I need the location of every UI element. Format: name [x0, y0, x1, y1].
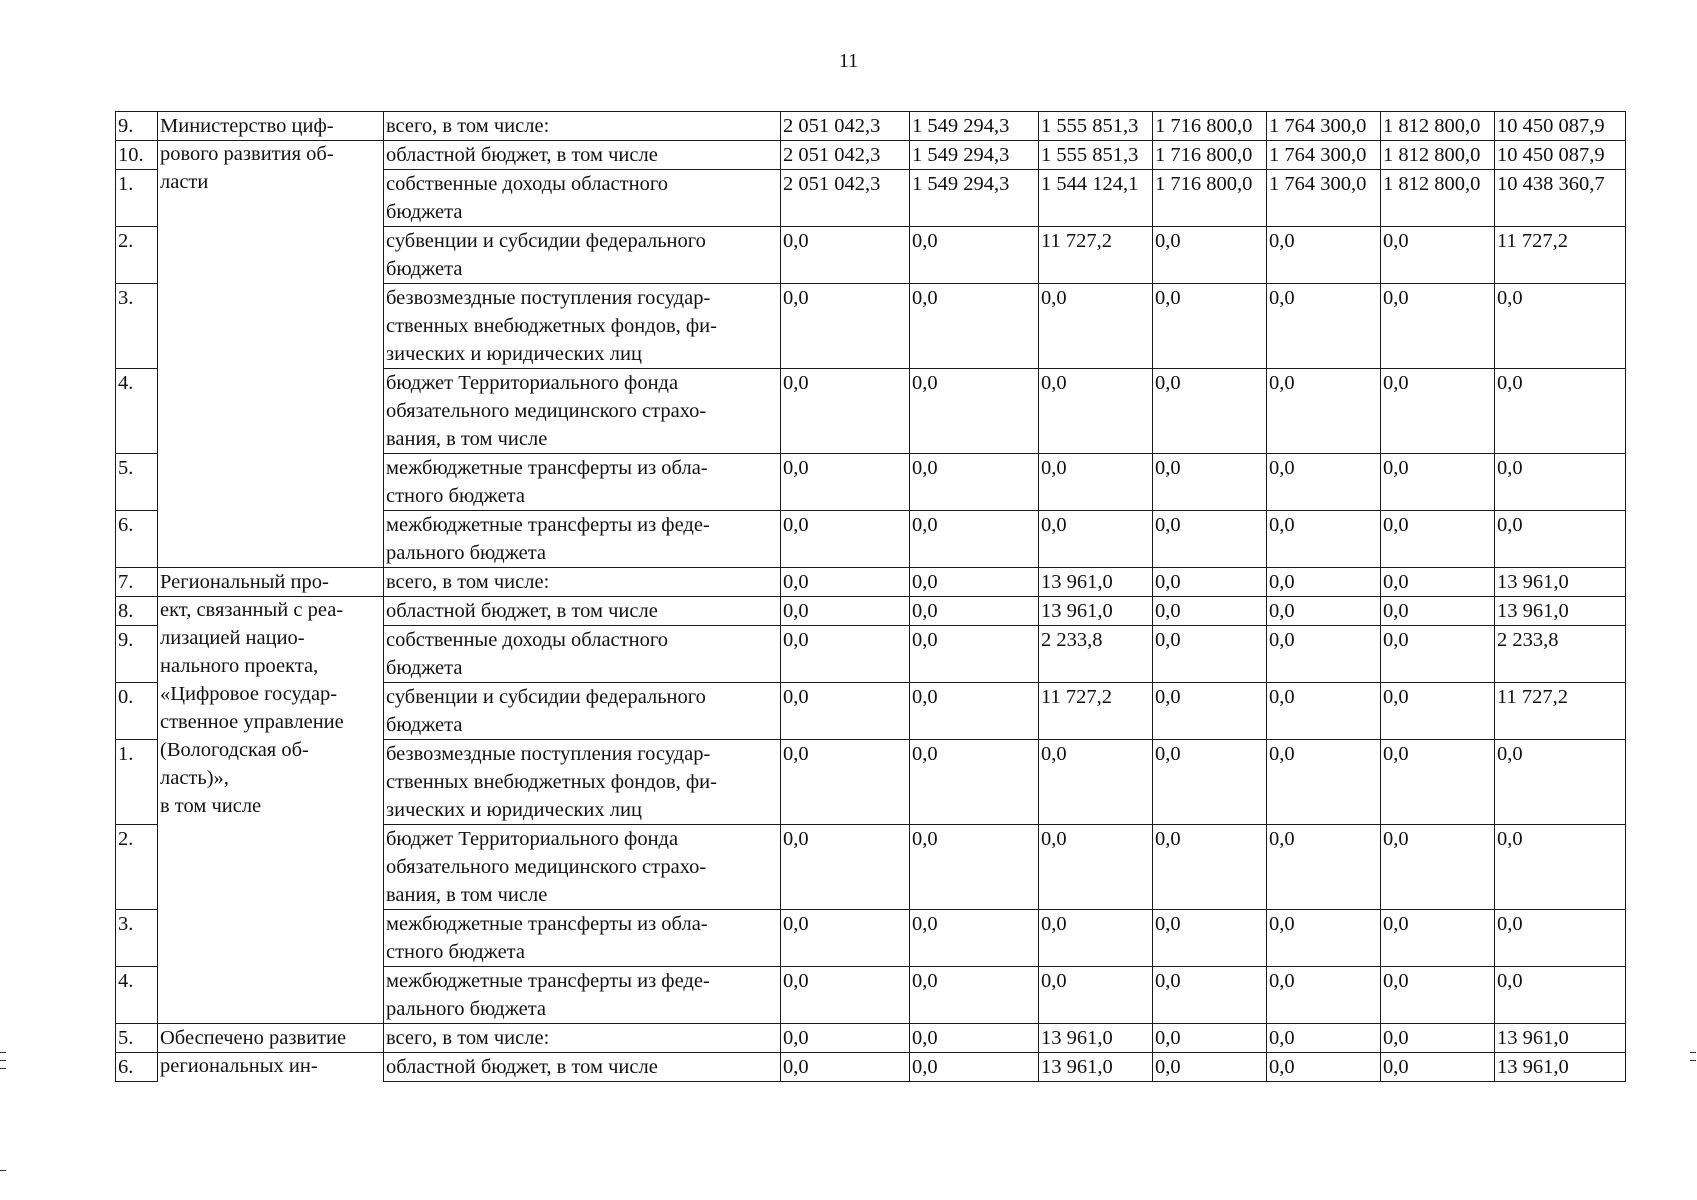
item-name-line: рального бюджета — [386, 998, 547, 1020]
owner-name-line: нального проекта, — [160, 655, 319, 677]
owner-cell — [158, 369, 384, 454]
year-value: 0,0 — [1153, 227, 1267, 284]
owner-cell — [158, 910, 384, 967]
owner-name-line: рового развития об- — [160, 143, 334, 165]
item-name-line: межбюджетные трансферты из обла- — [386, 913, 708, 935]
total-value: 13 961,0 — [1495, 1024, 1626, 1053]
year-value: 0,0 — [1267, 369, 1381, 454]
year-value: 0,0 — [1153, 967, 1267, 1024]
year-value: 0,0 — [781, 511, 910, 568]
row-number: 1. — [116, 170, 158, 227]
table-row — [116, 112, 1626, 141]
total-value: 10 450 087,9 — [1495, 112, 1626, 141]
year-value: 0,0 — [781, 284, 910, 369]
year-value: 0,0 — [1039, 369, 1153, 454]
year-value: 0,0 — [781, 597, 910, 626]
item-name-line: всего, в том числе: — [386, 1027, 550, 1049]
item-name-line: безвозмездные поступления государ- — [386, 743, 711, 765]
owner-cell — [158, 511, 384, 568]
year-value: 0,0 — [781, 1053, 910, 1082]
year-value: 0,0 — [781, 568, 910, 597]
year-value: 0,0 — [1039, 511, 1153, 568]
margin-mark — [0, 1052, 6, 1053]
row-number: 2. — [116, 227, 158, 284]
year-value: 1 555 851,3 — [1039, 141, 1153, 170]
row-number: 2. — [116, 825, 158, 910]
total-value: 13 961,0 — [1495, 1053, 1626, 1082]
item-name-line: бюджета — [386, 714, 463, 736]
margin-mark — [0, 1170, 6, 1171]
owner-name-line: Министерство циф- — [160, 115, 334, 137]
row-number: 9. — [116, 112, 158, 141]
year-value: 0,0 — [1153, 683, 1267, 740]
year-value: 0,0 — [1153, 740, 1267, 825]
year-value: 0,0 — [1153, 910, 1267, 967]
total-value: 10 450 087,9 — [1495, 141, 1626, 170]
year-value: 0,0 — [1039, 910, 1153, 967]
year-value: 0,0 — [1039, 284, 1153, 369]
item-name-line: собственные доходы областного — [386, 629, 668, 651]
year-value: 0,0 — [1381, 511, 1495, 568]
year-value: 0,0 — [1153, 284, 1267, 369]
year-value: 0,0 — [1381, 1024, 1495, 1053]
year-value: 0,0 — [781, 967, 910, 1024]
year-value: 0,0 — [1267, 910, 1381, 967]
item-name — [384, 369, 781, 454]
year-value: 1 549 294,3 — [910, 112, 1039, 141]
year-value: 0,0 — [1381, 740, 1495, 825]
item-name-line: всего, в том числе: — [386, 115, 550, 137]
row-number: 4. — [116, 967, 158, 1024]
year-value: 0,0 — [781, 825, 910, 910]
item-name — [384, 141, 781, 170]
total-value: 0,0 — [1495, 825, 1626, 910]
year-value: 2 051 042,3 — [781, 170, 910, 227]
table-row — [116, 1024, 1626, 1053]
year-value: 13 961,0 — [1039, 597, 1153, 626]
year-value: 1 549 294,3 — [910, 170, 1039, 227]
year-value: 0,0 — [781, 1024, 910, 1053]
item-name — [384, 1024, 781, 1053]
owner-name-line: лизацией нацио- — [160, 627, 305, 649]
year-value: 0,0 — [910, 825, 1039, 910]
year-value: 0,0 — [781, 740, 910, 825]
year-value: 0,0 — [910, 568, 1039, 597]
total-value: 11 727,2 — [1495, 227, 1626, 284]
item-name-line: областной бюджет, в том числе — [386, 600, 658, 622]
item-name — [384, 454, 781, 511]
item-name-line: собственные доходы областного — [386, 173, 668, 195]
owner-name-line: ственное управление — [160, 711, 344, 733]
total-value: 0,0 — [1495, 454, 1626, 511]
year-value: 0,0 — [1267, 967, 1381, 1024]
owner-name-line: региональных ин- — [160, 1055, 318, 1077]
item-name-line: бюджет Территориального фонда — [386, 828, 679, 850]
owner-cell — [158, 967, 384, 1024]
year-value: 0,0 — [910, 369, 1039, 454]
item-name-line: безвозмездные поступления государ- — [386, 287, 711, 309]
year-value: 0,0 — [1153, 1024, 1267, 1053]
total-value: 0,0 — [1495, 369, 1626, 454]
owner-cell — [158, 568, 384, 817]
table-row — [116, 568, 1626, 597]
total-value: 13 961,0 — [1495, 597, 1626, 626]
item-name-line: вания, в том числе — [386, 428, 548, 450]
owner-name-line: (Вологодская об- — [160, 739, 309, 761]
year-value: 0,0 — [1381, 597, 1495, 626]
row-number: 3. — [116, 910, 158, 967]
year-value: 1 764 300,0 — [1267, 141, 1381, 170]
year-value: 0,0 — [1039, 825, 1153, 910]
owner-name — [160, 1024, 382, 1080]
row-number: 7. — [116, 568, 158, 597]
year-value: 0,0 — [781, 369, 910, 454]
year-value: 1 812 800,0 — [1381, 112, 1495, 141]
year-value: 0,0 — [910, 967, 1039, 1024]
year-value: 0,0 — [1153, 511, 1267, 568]
item-name — [384, 568, 781, 597]
total-value: 0,0 — [1495, 284, 1626, 369]
item-name-line: межбюджетные трансферты из феде- — [386, 970, 710, 992]
margin-mark — [1690, 1060, 1696, 1061]
total-value: 10 438 360,7 — [1495, 170, 1626, 227]
row-number: 0. — [116, 683, 158, 740]
row-number: 4. — [116, 369, 158, 454]
owner-cell — [158, 454, 384, 511]
item-name — [384, 683, 781, 740]
item-name — [384, 910, 781, 967]
item-name-line: ственных внебюджетных фондов, фи- — [386, 315, 717, 337]
year-value: 13 961,0 — [1039, 1024, 1153, 1053]
item-name-line: вания, в том числе — [386, 884, 548, 906]
year-value: 0,0 — [910, 740, 1039, 825]
year-value: 0,0 — [910, 626, 1039, 683]
item-name-line: обязательного медицинского страхо- — [386, 856, 707, 878]
item-name — [384, 825, 781, 910]
year-value: 0,0 — [910, 454, 1039, 511]
year-value: 1 812 800,0 — [1381, 170, 1495, 227]
year-value: 0,0 — [1153, 568, 1267, 597]
year-value: 0,0 — [1381, 626, 1495, 683]
row-number: 6. — [116, 1053, 158, 1082]
table-row — [116, 967, 1626, 1024]
total-value: 0,0 — [1495, 967, 1626, 1024]
row-number: 1. — [116, 740, 158, 825]
year-value: 0,0 — [1039, 454, 1153, 511]
table-body — [116, 112, 1626, 1082]
year-value: 0,0 — [1153, 1053, 1267, 1082]
total-value: 0,0 — [1495, 511, 1626, 568]
item-name — [384, 597, 781, 626]
year-value: 0,0 — [1267, 597, 1381, 626]
year-value: 0,0 — [1381, 683, 1495, 740]
year-value: 2 051 042,3 — [781, 112, 910, 141]
total-value: 13 961,0 — [1495, 568, 1626, 597]
row-number: 9. — [116, 626, 158, 683]
item-name-line: обязательного медицинского страхо- — [386, 400, 707, 422]
year-value: 0,0 — [1381, 967, 1495, 1024]
owner-cell — [158, 284, 384, 369]
total-value: 2 233,8 — [1495, 626, 1626, 683]
item-name — [384, 967, 781, 1024]
year-value: 1 549 294,3 — [910, 141, 1039, 170]
year-value: 0,0 — [1267, 568, 1381, 597]
year-value: 0,0 — [910, 284, 1039, 369]
row-number: 5. — [116, 1024, 158, 1053]
owner-name — [160, 568, 382, 820]
year-value: 2 233,8 — [1039, 626, 1153, 683]
owner-cell — [158, 825, 384, 910]
year-value: 0,0 — [1153, 454, 1267, 511]
year-value: 0,0 — [1381, 369, 1495, 454]
year-value: 11 727,2 — [1039, 683, 1153, 740]
year-value: 0,0 — [1267, 284, 1381, 369]
item-name-line: стного бюджета — [386, 485, 525, 507]
owner-name-line: Региональный про- — [160, 571, 329, 593]
item-name-line: субвенции и субсидии федерального — [386, 230, 706, 252]
item-name-line: бюджет Территориального фонда — [386, 372, 679, 394]
item-name-line: межбюджетные трансферты из феде- — [386, 514, 710, 536]
year-value: 0,0 — [1267, 511, 1381, 568]
table-row — [116, 369, 1626, 454]
row-number: 6. — [116, 511, 158, 568]
row-number: 3. — [116, 284, 158, 369]
item-name-line: рального бюджета — [386, 542, 547, 564]
year-value: 0,0 — [781, 227, 910, 284]
item-name-line: зических и юридических лиц — [386, 799, 642, 821]
item-name-line: областной бюджет, в том числе — [386, 1056, 658, 1078]
table-row — [116, 454, 1626, 511]
item-name — [384, 740, 781, 825]
year-value: 0,0 — [1381, 454, 1495, 511]
year-value: 0,0 — [1381, 1053, 1495, 1082]
year-value: 1 812 800,0 — [1381, 141, 1495, 170]
year-value: 0,0 — [1267, 1024, 1381, 1053]
margin-mark — [1690, 1052, 1696, 1053]
table-row — [116, 910, 1626, 967]
row-number: 5. — [116, 454, 158, 511]
year-value: 0,0 — [1153, 369, 1267, 454]
item-name-line: межбюджетные трансферты из обла- — [386, 457, 708, 479]
year-value: 0,0 — [910, 683, 1039, 740]
item-name — [384, 170, 781, 227]
year-value: 0,0 — [910, 227, 1039, 284]
owner-cell — [158, 227, 384, 284]
item-name-line: бюджета — [386, 201, 463, 223]
row-number: 8. — [116, 597, 158, 626]
year-value: 0,0 — [781, 910, 910, 967]
item-name — [384, 1053, 781, 1082]
table-row — [116, 511, 1626, 568]
owner-name-line: ласть)», — [160, 767, 229, 789]
year-value: 0,0 — [1267, 683, 1381, 740]
year-value: 0,0 — [1381, 568, 1495, 597]
year-value: 0,0 — [910, 511, 1039, 568]
owner-name-line: «Цифровое государ- — [160, 683, 338, 705]
item-name-line: зических и юридических лиц — [386, 343, 642, 365]
year-value: 0,0 — [781, 454, 910, 511]
year-value: 1 764 300,0 — [1267, 170, 1381, 227]
year-value: 0,0 — [1267, 740, 1381, 825]
year-value: 0,0 — [1381, 284, 1495, 369]
year-value: 0,0 — [1267, 626, 1381, 683]
year-value: 0,0 — [1267, 454, 1381, 511]
item-name — [384, 227, 781, 284]
year-value: 1 764 300,0 — [1267, 112, 1381, 141]
item-name — [384, 511, 781, 568]
owner-name-line: Обеспечено развитие — [160, 1027, 347, 1049]
total-value: 0,0 — [1495, 910, 1626, 967]
year-value: 1 544 124,1 — [1039, 170, 1153, 227]
year-value: 2 051 042,3 — [781, 141, 910, 170]
item-name-line: бюджета — [386, 258, 463, 280]
year-value: 0,0 — [910, 910, 1039, 967]
year-value: 0,0 — [1039, 740, 1153, 825]
year-value: 0,0 — [1267, 825, 1381, 910]
owner-cell — [158, 112, 384, 193]
year-value: 13 961,0 — [1039, 568, 1153, 597]
item-name — [384, 284, 781, 369]
owner-name-line: ект, связанный с реа- — [160, 599, 344, 621]
item-name — [384, 112, 781, 141]
year-value: 0,0 — [1267, 1053, 1381, 1082]
year-value: 0,0 — [1039, 967, 1153, 1024]
year-value: 0,0 — [1267, 227, 1381, 284]
page-number: 11 — [838, 50, 859, 72]
owner-name — [160, 112, 382, 196]
table-row — [116, 284, 1626, 369]
year-value: 1 716 800,0 — [1153, 170, 1267, 227]
year-value: 0,0 — [781, 626, 910, 683]
margin-mark — [0, 1068, 6, 1069]
year-value: 0,0 — [1381, 825, 1495, 910]
owner-name-line: ласти — [160, 171, 209, 193]
year-value: 0,0 — [1153, 626, 1267, 683]
year-value: 0,0 — [1381, 227, 1495, 284]
year-value: 0,0 — [910, 597, 1039, 626]
item-name — [384, 626, 781, 683]
item-name-line: субвенции и субсидии федерального — [386, 686, 706, 708]
table-row — [116, 825, 1626, 910]
item-name-line: всего, в том числе: — [386, 571, 550, 593]
budget-table — [115, 111, 1626, 1082]
year-value: 13 961,0 — [1039, 1053, 1153, 1082]
item-name-line: бюджета — [386, 657, 463, 679]
year-value: 11 727,2 — [1039, 227, 1153, 284]
owner-cell — [158, 1024, 384, 1077]
year-value: 0,0 — [1381, 910, 1495, 967]
year-value: 0,0 — [1153, 825, 1267, 910]
year-value: 1 716 800,0 — [1153, 112, 1267, 141]
item-name-line: ственных внебюджетных фондов, фи- — [386, 771, 717, 793]
item-name-line: областной бюджет, в том числе — [386, 144, 658, 166]
owner-name-line: в том числе — [160, 795, 262, 817]
row-number: 10. — [116, 141, 158, 170]
year-value: 0,0 — [781, 683, 910, 740]
table-row — [116, 227, 1626, 284]
item-name-line: стного бюджета — [386, 941, 525, 963]
year-value: 0,0 — [1153, 597, 1267, 626]
total-value: 11 727,2 — [1495, 683, 1626, 740]
year-value: 1 716 800,0 — [1153, 141, 1267, 170]
year-value: 0,0 — [910, 1024, 1039, 1053]
year-value: 0,0 — [910, 1053, 1039, 1082]
margin-mark — [0, 1060, 6, 1061]
total-value: 0,0 — [1495, 740, 1626, 825]
year-value: 1 555 851,3 — [1039, 112, 1153, 141]
